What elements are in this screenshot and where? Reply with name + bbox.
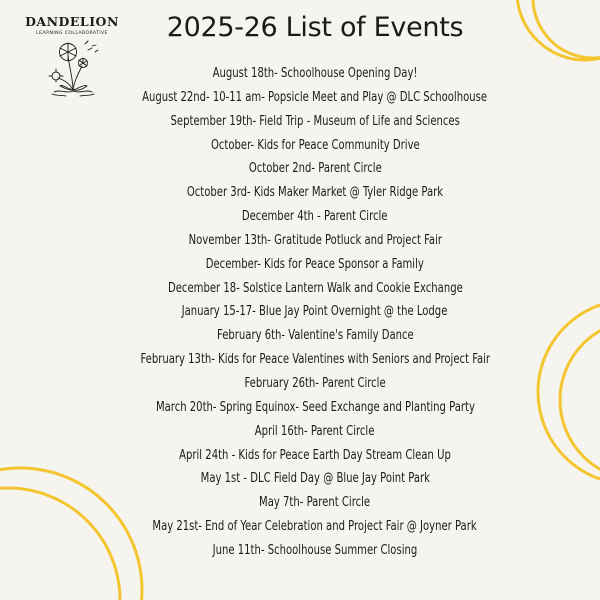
list-item (90, 134, 540, 158)
event-text: May 21st- End of Year Celebration and Project Fair @ Joyner Park (152, 519, 478, 535)
list-item (90, 300, 540, 324)
list-item (90, 348, 540, 372)
event-text: March 20th- Spring Equinox- Seed Exchange and Planting Party (155, 399, 475, 415)
list-item (90, 62, 540, 86)
list-item (90, 324, 540, 348)
event-text: October- Kids for Peace Community Drive (210, 137, 420, 153)
list-item (90, 181, 540, 205)
page-title: 2025-26 List of Events (166, 12, 464, 43)
event-text: February 6th- Valentine's Family Dance (216, 328, 414, 344)
top-right-ring-outer (517, 0, 600, 60)
event-text: April 16th- Parent Circle (255, 423, 375, 439)
event-text: May 7th- Parent Circle (259, 495, 371, 511)
event-text: April 24th - Kids for Peace Earth Day Stream Clean Up (179, 447, 451, 463)
top-right-ring-inner (533, 0, 600, 58)
list-item (90, 229, 540, 253)
list-item (90, 157, 540, 181)
list-item (90, 253, 540, 277)
event-text: February 13th- Kids for Peace Valentines with Seniors and Project Fair (140, 352, 490, 368)
list-item (90, 491, 540, 515)
list-item (90, 515, 540, 539)
event-text: December 18- Solstice Lantern Walk and Cookie Exchange (167, 280, 463, 296)
event-text: May 1st - DLC Field Day @ Blue Jay Point Park (200, 471, 430, 487)
event-text: December 4th - Parent Circle (242, 209, 388, 225)
list-item (90, 205, 540, 229)
event-text: December- Kids for Peace Sponsor a Family (205, 256, 425, 272)
event-text: September 19th- Field Trip - Museum of Life and Sciences (170, 113, 460, 129)
event-text: August 18th- Schoolhouse Opening Day! (212, 66, 418, 81)
event-text: October 2nd- Parent Circle (248, 161, 382, 177)
event-text: June 11th- Schoolhouse Summer Closing (212, 542, 418, 558)
event-text: February 26th- Parent Circle (244, 375, 386, 391)
logo-tagline: LEARNING COLLABORATIVE (36, 31, 108, 36)
list-item (90, 277, 540, 301)
list-item (90, 444, 540, 468)
list-item (90, 396, 540, 420)
list-item (90, 420, 540, 444)
right-ring-outer (538, 300, 600, 484)
event-text: October 3rd- Kids Maker Market @ Tyler Ridge Park (186, 185, 444, 201)
event-text: August 22nd- 10-11 am- Popsicle Meet and Play @ DLC Schoolhouse (142, 89, 488, 105)
event-text: November 13th- Gratitude Potluck and Project Fair (188, 232, 442, 248)
list-item (90, 110, 540, 134)
list-item (90, 86, 540, 110)
logo-name: DANDELION (25, 14, 119, 29)
list-item (90, 372, 540, 396)
list-item (90, 539, 540, 563)
list-item (90, 467, 540, 491)
event-text: January 15-17- Blue Jay Point Overnight @ the Lodge (182, 304, 448, 320)
event-list (90, 62, 540, 563)
